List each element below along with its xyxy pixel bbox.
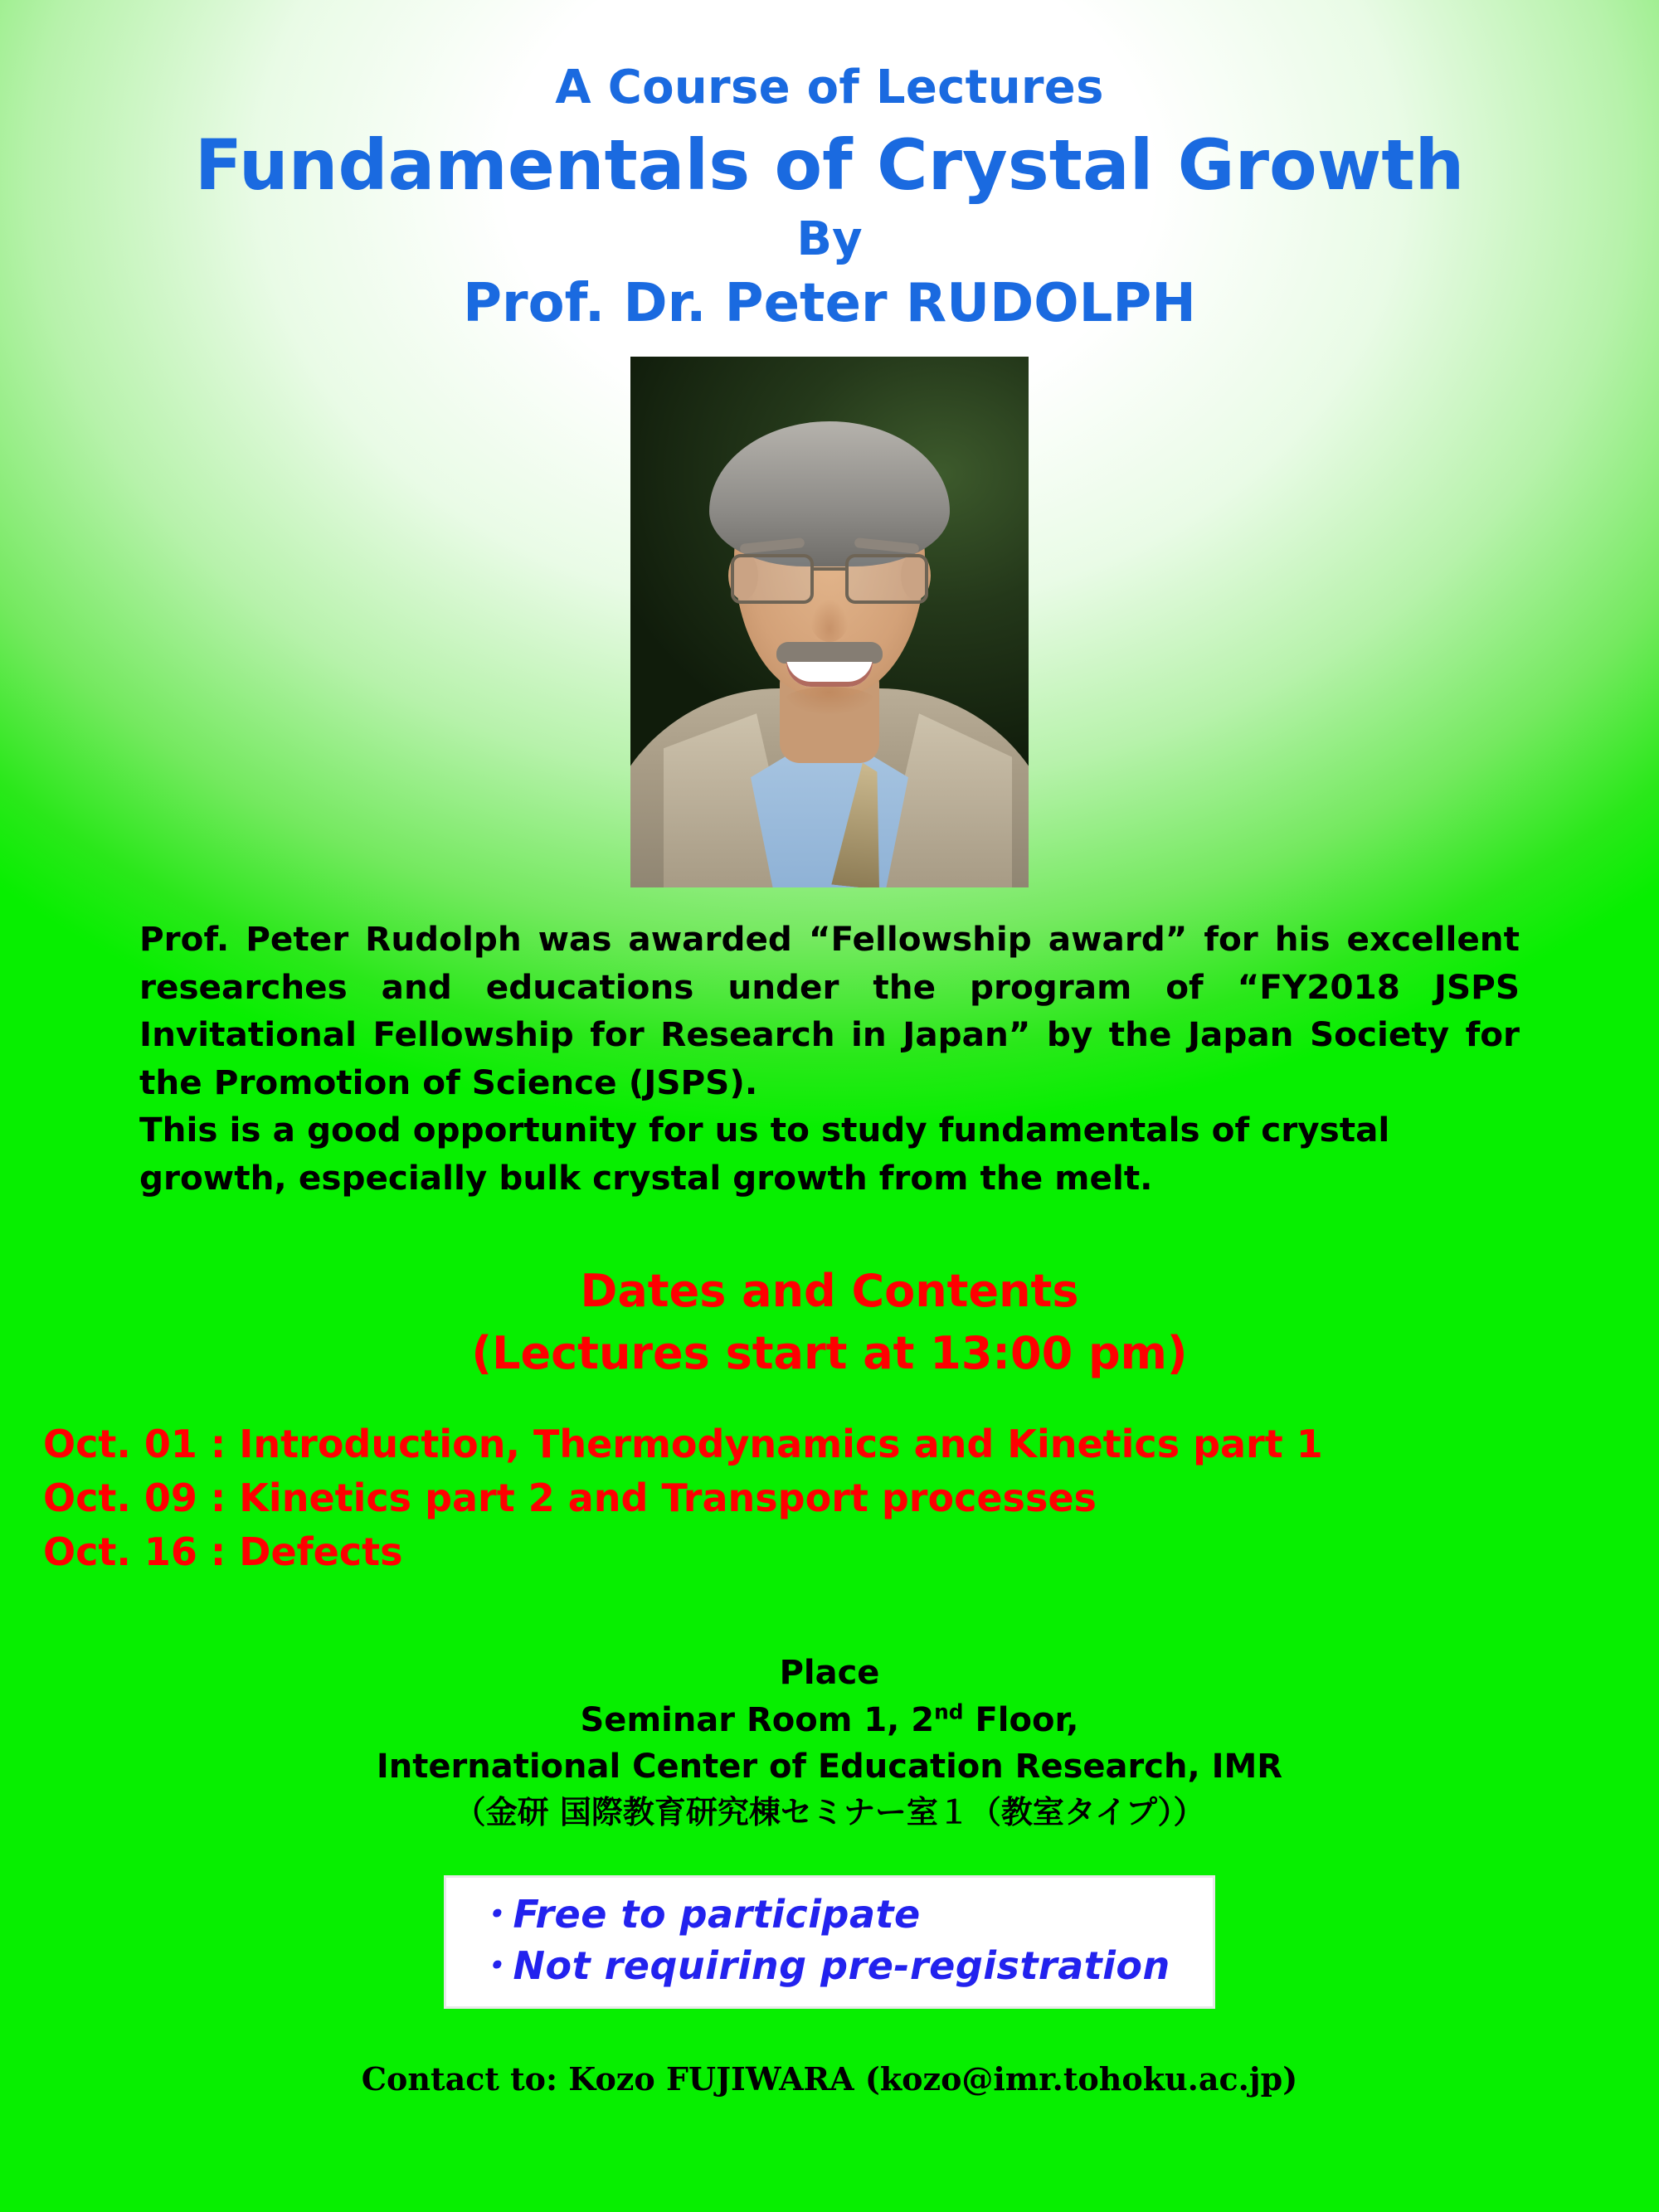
by-label: By [796,211,863,266]
portrait-glasses-lens-right [845,554,928,604]
place-room-text: Seminar Room 1, 2 [580,1700,935,1739]
place-room-line [0,1697,1659,1744]
page-title: Fundamentals of Crystal Growth [194,124,1465,206]
schedule-item: Oct. 16 : Defects [43,1529,403,1575]
portrait-glasses-lens-left [731,554,814,604]
portrait-mustache [776,642,883,664]
schedule-list [43,1417,1659,1580]
speaker-portrait-image [630,357,1029,887]
place-building-line: International Center of Education Research, IMR [376,1748,1283,1787]
notice-box [444,1875,1215,2009]
portrait-glasses [726,554,933,602]
dates-and-contents-heading [0,1265,1659,1381]
place-floor-text: Floor, [963,1700,1079,1739]
notice-container [0,1875,1659,2009]
contact-line: Contact to: Kozo FUJIWARA (kozo@imr.tohoku.ac.jp) [361,2060,1298,2098]
portrait-nose [810,599,849,642]
place-japanese-line: （金研 国際教育研究棟セミナー室１（教室タイプ）） [454,1794,1205,1831]
portrait-mouth [786,662,873,687]
poster-header [0,0,1659,333]
portrait-glasses-bridge [812,567,847,571]
place-section [0,1650,1659,1835]
dates-heading-title: Dates and Contents [580,1265,1079,1318]
notice-item-no-registration: ・Not requiring pre-registration [474,1942,1170,1988]
schedule-item: Oct. 09 : Kinetics part 2 and Transport processes [43,1475,1097,1521]
portrait-chin [784,687,875,715]
place-label: Place [779,1653,880,1692]
course-kicker: A Course of Lectures [555,61,1104,114]
abstract-paragraph-1: Prof. Peter Rudolph was awarded “Fellowship award” for his excellent researches and educations under the program of “FY2018 JSPS Invitational Fellowship for Research in Japan” by the Japan Society for the Promotion of Science (JSPS). [139,919,1520,1102]
portrait-container [0,357,1659,887]
speaker-name: Prof. Dr. Peter RUDOLPH [463,272,1196,334]
notice-item-free: ・Free to participate [474,1892,921,1937]
dates-heading-subtitle: (Lectures start at 13:00 pm) [471,1326,1188,1379]
place-room-ordinal: nd [934,1699,964,1724]
abstract-paragraph-2: This is a good opportunity for us to study fundamentals of crystal growth, especially bulk crystal growth from the melt. [139,1110,1390,1198]
abstract-text [139,916,1520,1202]
schedule-item: Oct. 01 : Introduction, Thermodynamics and Kinetics part 1 [43,1421,1323,1466]
